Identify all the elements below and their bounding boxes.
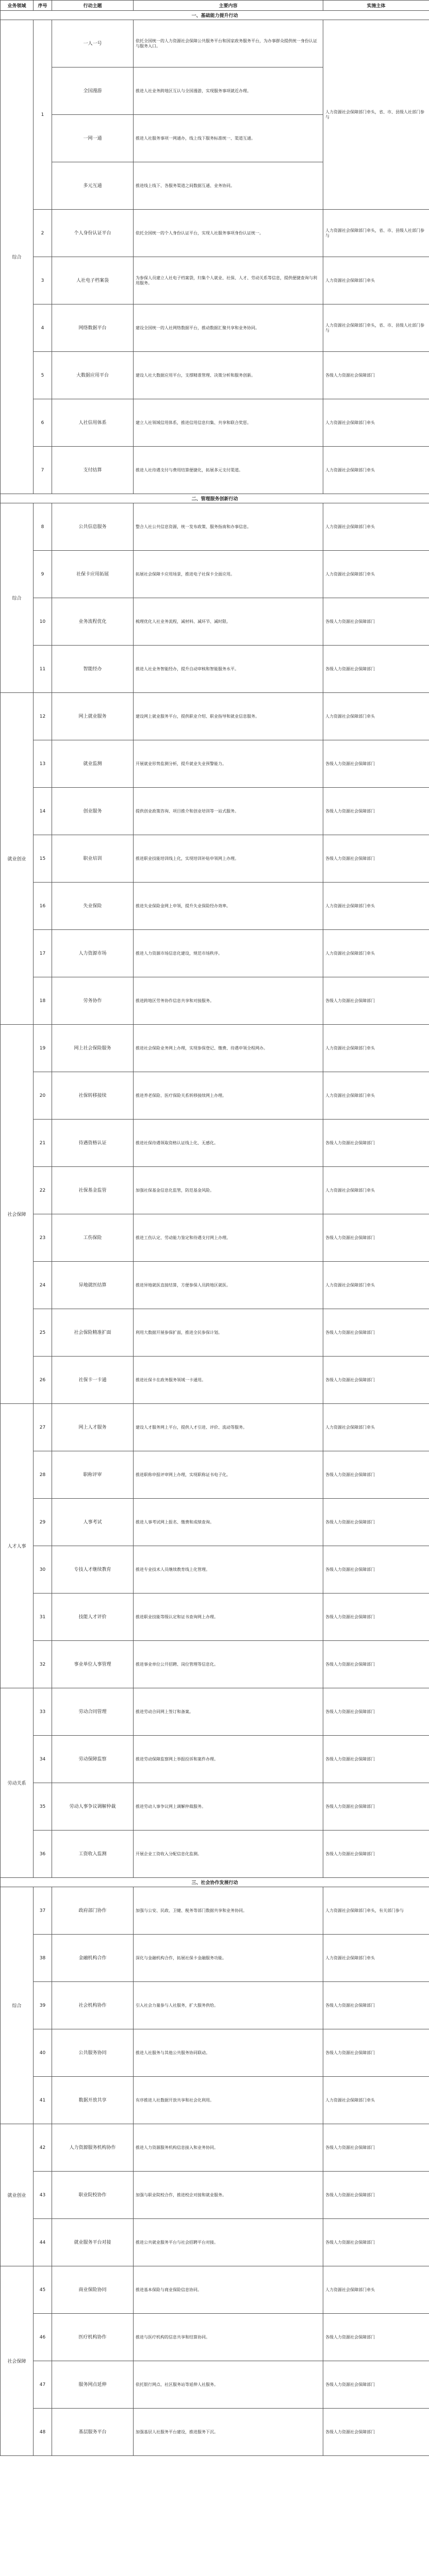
main-content: 利用大数据开展参保扩面，推进全民参保计划。 xyxy=(134,1309,323,1357)
row-number: 47 xyxy=(34,2361,52,2409)
row-number: 39 xyxy=(34,1982,52,2029)
table-row xyxy=(1,598,429,646)
row-number: 16 xyxy=(34,883,52,930)
implementing-entity: 各级人力资源社会保障部门 xyxy=(323,1357,429,1404)
table-row xyxy=(1,551,429,598)
main-content: 推进线上线下、各服务渠道之间数据互通、业务协同。 xyxy=(134,162,323,210)
implementing-entity: 各级人力资源社会保障部门 xyxy=(323,1641,429,1688)
table-row xyxy=(1,1357,429,1404)
action-theme: 就业服务平台对接 xyxy=(52,2219,134,2266)
table-row xyxy=(1,20,429,67)
main-content: 推进失业保险金网上申领，提升失业保险经办效率。 xyxy=(134,883,323,930)
action-theme: 商业保险协同 xyxy=(52,2266,134,2314)
action-theme: 社保转移接续 xyxy=(52,1072,134,1120)
row-number: 20 xyxy=(34,1072,52,1120)
action-theme: 职业院校协作 xyxy=(52,2172,134,2219)
main-content: 有序推进人社数据开放共享和社会化利用。 xyxy=(134,2077,323,2124)
action-theme: 人事考试 xyxy=(52,1499,134,1546)
domain-cell: 社会保障 xyxy=(1,2266,34,2456)
implementing-entity: 各级人力资源社会保障部门 xyxy=(323,977,429,1025)
row-number: 38 xyxy=(34,1935,52,1982)
action-theme: 基层服务平台 xyxy=(52,2409,134,2456)
main-content: 推进社会保险业务网上办理，实现参保登记、缴费、待遇申领全程网办。 xyxy=(134,1025,323,1072)
implementing-entity: 人力资源社会保障部门牵头 xyxy=(323,1072,429,1120)
header-entity: 实施主体 xyxy=(323,1,429,11)
table-row xyxy=(1,304,429,352)
action-theme: 劳动保障监察 xyxy=(52,1736,134,1783)
main-content: 推进劳动合同网上签订和备案。 xyxy=(134,1688,323,1736)
main-content: 加强与职业院校合作，推进校企对接和就业服务。 xyxy=(134,2172,323,2219)
table-row xyxy=(1,1404,429,1451)
main-content: 推进事业单位公开招聘、岗位管理等信息化。 xyxy=(134,1641,323,1688)
domain-cell: 人才人事 xyxy=(1,1404,34,1688)
action-theme: 多元互通 xyxy=(52,162,134,210)
table-row xyxy=(1,1831,429,1878)
table-row xyxy=(1,788,429,835)
table-row xyxy=(1,399,429,447)
table-row xyxy=(1,2266,429,2314)
action-theme: 网上就业服务 xyxy=(52,693,134,740)
main-content: 引入社会力量参与人社服务，扩大服务供给。 xyxy=(134,1982,323,2029)
implementing-entity: 人力资源社会保障部门牵头 xyxy=(323,1262,429,1309)
main-content: 为参保人员建立人社电子档案袋，归集个人就业、社保、人才、劳动关系等信息，提供便捷查询与利用服务。 xyxy=(134,257,323,304)
implementing-entity: 人力资源社会保障部门牵头 xyxy=(323,930,429,977)
row-number: 21 xyxy=(34,1120,52,1167)
row-number: 11 xyxy=(34,646,52,693)
action-theme: 社会保险精准扩面 xyxy=(52,1309,134,1357)
action-theme: 网上人才服务 xyxy=(52,1404,134,1451)
main-content: 开展就业形势监测分析，提升就业失业预警能力。 xyxy=(134,740,323,788)
action-theme: 数据开放共享 xyxy=(52,2077,134,2124)
row-number: 29 xyxy=(34,1499,52,1546)
section-title-row xyxy=(1,1878,429,1887)
action-theme: 网络数据平台 xyxy=(52,304,134,352)
implementing-entity: 各级人力资源社会保障部门 xyxy=(323,2314,429,2361)
implementing-entity: 各级人力资源社会保障部门 xyxy=(323,2219,429,2266)
implementing-entity: 各级人力资源社会保障部门 xyxy=(323,646,429,693)
section-title-row xyxy=(1,11,429,20)
row-number: 32 xyxy=(34,1641,52,1688)
row-number: 36 xyxy=(34,1831,52,1878)
table-row xyxy=(1,1309,429,1357)
row-number: 44 xyxy=(34,2219,52,2266)
main-content: 推进跨地区劳务协作信息共享和对接服务。 xyxy=(134,977,323,1025)
action-theme: 社保基金监管 xyxy=(52,1167,134,1214)
implementing-entity: 人力资源社会保障部门牵头 xyxy=(323,1167,429,1214)
table-row xyxy=(1,1262,429,1309)
table-row xyxy=(1,835,429,883)
main-content: 推进异地就医直接结算，方便参保人员跨地区就医。 xyxy=(134,1262,323,1309)
main-content: 加强社保基金信息化监管，防范基金风险。 xyxy=(134,1167,323,1214)
table-header-row xyxy=(1,1,429,11)
action-theme: 个人身份认证平台 xyxy=(52,210,134,257)
row-number: 25 xyxy=(34,1309,52,1357)
implementing-entity: 人力资源社会保障部门牵头 xyxy=(323,2266,429,2314)
section-title: 二、管理服务创新行动 xyxy=(1,494,429,503)
main-content: 依托全国统一的人力资源社会保障公共服务平台和国家政务服务平台，为办事群众提供统一身份认证与服务入口。 xyxy=(134,20,323,67)
main-content: 推进人事考试网上报名、缴费和成绩查询。 xyxy=(134,1499,323,1546)
implementing-entity: 人力资源社会保障部门牵头 xyxy=(323,551,429,598)
implementing-entity: 各级人力资源社会保障部门 xyxy=(323,1688,429,1736)
main-content: 加强与公安、民政、卫健、税务等部门数据共享和业务协同。 xyxy=(134,1887,323,1935)
implementing-entity: 各级人力资源社会保障部门 xyxy=(323,1546,429,1594)
row-number: 2 xyxy=(34,210,52,257)
main-content: 推进人社服务与其他公共服务协同联动。 xyxy=(134,2029,323,2077)
header-action: 行动主题 xyxy=(52,1,134,11)
action-theme: 职称评审 xyxy=(52,1451,134,1499)
domain-cell: 就业创业 xyxy=(1,693,34,1025)
table-row xyxy=(1,447,429,494)
implementing-entity: 人力资源社会保障部门牵头，省、市、县级人社部门参与 xyxy=(323,304,429,352)
table-row xyxy=(1,503,429,551)
implementing-entity: 人力资源社会保障部门牵头 xyxy=(323,399,429,447)
implementing-entity: 人力资源社会保障部门牵头 xyxy=(323,1935,429,1982)
row-number: 31 xyxy=(34,1594,52,1641)
main-content: 推进人力资源服务机构信息接入和业务协同。 xyxy=(134,2124,323,2172)
table-row xyxy=(1,2029,429,2077)
row-number: 18 xyxy=(34,977,52,1025)
table-row xyxy=(1,1120,429,1167)
header-domain: 业务领域 xyxy=(1,1,34,11)
row-number: 17 xyxy=(34,930,52,977)
main-content: 开展企业工资收入分配信息化监测。 xyxy=(134,1831,323,1878)
row-number: 15 xyxy=(34,835,52,883)
row-number: 8 xyxy=(34,503,52,551)
main-content: 推进人社业务智能经办，提升自动审核和智能服务水平。 xyxy=(134,646,323,693)
row-number: 35 xyxy=(34,1783,52,1831)
row-number: 33 xyxy=(34,1688,52,1736)
main-content: 推进工伤认定、劳动能力鉴定和待遇支付网上办理。 xyxy=(134,1214,323,1262)
main-content: 依托银行网点、社区服务站等延伸人社服务。 xyxy=(134,2361,323,2409)
row-number: 27 xyxy=(34,1404,52,1451)
domain-cell: 社会保障 xyxy=(1,1025,34,1404)
implementing-entity: 各级人力资源社会保障部门 xyxy=(323,1594,429,1641)
row-number: 23 xyxy=(34,1214,52,1262)
row-number: 24 xyxy=(34,1262,52,1309)
implementing-entity: 各级人力资源社会保障部门 xyxy=(323,740,429,788)
row-number: 14 xyxy=(34,788,52,835)
implementing-entity: 人力资源社会保障部门牵头 xyxy=(323,693,429,740)
action-theme: 事业单位人事管理 xyxy=(52,1641,134,1688)
implementing-entity: 各级人力资源社会保障部门 xyxy=(323,2409,429,2456)
action-theme: 专技人才继续教育 xyxy=(52,1546,134,1594)
action-theme: 劳务协作 xyxy=(52,977,134,1025)
table-row xyxy=(1,1982,429,2029)
action-theme: 金融机构合作 xyxy=(52,1935,134,1982)
implementing-entity: 人力资源社会保障部门牵头 xyxy=(323,1404,429,1451)
row-number: 13 xyxy=(34,740,52,788)
row-number: 4 xyxy=(34,304,52,352)
action-theme: 服务网点延伸 xyxy=(52,2361,134,2409)
action-theme: 网上社会保险服务 xyxy=(52,1025,134,1072)
row-number: 22 xyxy=(34,1167,52,1214)
table-row xyxy=(1,646,429,693)
main-content: 建设人社大数据应用平台，支撑精准管理、决策分析和服务创新。 xyxy=(134,352,323,399)
action-theme: 政府部门协作 xyxy=(52,1887,134,1935)
main-content: 拓展社会保障卡应用场景，推进电子社保卡全面应用。 xyxy=(134,551,323,598)
action-theme: 人社信用体系 xyxy=(52,399,134,447)
implementing-entity: 各级人力资源社会保障部门 xyxy=(323,2172,429,2219)
table-row xyxy=(1,1451,429,1499)
action-theme: 职业培训 xyxy=(52,835,134,883)
implementing-entity: 各级人力资源社会保障部门 xyxy=(323,2361,429,2409)
action-theme: 社保卡应用拓展 xyxy=(52,551,134,598)
implementing-entity: 人力资源社会保障部门牵头，省、市、县级人社部门参与 xyxy=(323,20,429,210)
action-theme: 劳动人事争议调解仲裁 xyxy=(52,1783,134,1831)
implementing-entity: 人力资源社会保障部门牵头 xyxy=(323,503,429,551)
implementing-entity: 人力资源社会保障部门牵头 xyxy=(323,257,429,304)
implementing-entity: 人力资源社会保障部门牵头 xyxy=(323,1025,429,1072)
table-row xyxy=(1,883,429,930)
main-content: 推进人社业务跨地区互认与全国漫游，实现服务事项就近办理。 xyxy=(134,67,323,115)
row-number: 9 xyxy=(34,551,52,598)
table-row xyxy=(1,693,429,740)
section-title: 三、社会协作发展行动 xyxy=(1,1878,429,1887)
domain-cell: 综合 xyxy=(1,1887,34,2124)
action-theme: 一网一通 xyxy=(52,115,134,162)
main-content: 推进养老保险、医疗保险关系转移接续网上办理。 xyxy=(134,1072,323,1120)
implementing-entity: 各级人力资源社会保障部门 xyxy=(323,788,429,835)
action-theme: 一人一号 xyxy=(52,20,134,67)
domain-cell: 劳动关系 xyxy=(1,1688,34,1878)
main-content: 推进劳动人事争议网上调解仲裁服务。 xyxy=(134,1783,323,1831)
domain-cell: 就业创业 xyxy=(1,2124,34,2266)
action-theme: 创业服务 xyxy=(52,788,134,835)
main-content: 推进职业技能等级认定和证书查询网上办理。 xyxy=(134,1594,323,1641)
implementing-entity: 人力资源社会保障部门牵头 xyxy=(323,883,429,930)
action-theme: 支付结算 xyxy=(52,447,134,494)
implementing-entity: 各级人力资源社会保障部门 xyxy=(323,1120,429,1167)
main-content: 推进社保待遇领取资格认证线上化、无感化。 xyxy=(134,1120,323,1167)
table-row xyxy=(1,1025,429,1072)
action-theme: 技能人才评价 xyxy=(52,1594,134,1641)
row-number: 10 xyxy=(34,598,52,646)
main-content: 推进人社待遇支付与费用结算便捷化，拓展多元支付渠道。 xyxy=(134,447,323,494)
table-row xyxy=(1,1935,429,1982)
row-number: 37 xyxy=(34,1887,52,1935)
implementing-entity: 各级人力资源社会保障部门 xyxy=(323,1309,429,1357)
main-content: 整合人社公共信息资源，统一发布政策、服务指南和办事信息。 xyxy=(134,503,323,551)
implementing-entity: 各级人力资源社会保障部门 xyxy=(323,2124,429,2172)
row-number: 1 xyxy=(34,20,52,210)
table-row xyxy=(1,2077,429,2124)
row-number: 7 xyxy=(34,447,52,494)
main-content: 深化与金融机构合作，拓展社保卡金融服务功能。 xyxy=(134,1935,323,1982)
row-number: 5 xyxy=(34,352,52,399)
main-content: 推进人社服务事项一网通办，线上线下服务标准统一、渠道互通。 xyxy=(134,115,323,162)
action-theme: 智能经办 xyxy=(52,646,134,693)
action-theme: 工伤保险 xyxy=(52,1214,134,1262)
implementing-entity: 人力资源社会保障部门牵头 xyxy=(323,2077,429,2124)
main-content: 建设全国统一的人社网络数据平台，推动数据汇聚共享和业务协同。 xyxy=(134,304,323,352)
implementing-entity: 各级人力资源社会保障部门 xyxy=(323,1736,429,1783)
table-row xyxy=(1,1887,429,1935)
table-row xyxy=(1,2361,429,2409)
header-no: 序号 xyxy=(34,1,52,11)
action-theme: 工资收入监测 xyxy=(52,1831,134,1878)
row-number: 28 xyxy=(34,1451,52,1499)
action-theme: 人社电子档案袋 xyxy=(52,257,134,304)
implementing-entity: 人力资源社会保障部门牵头，有关部门参与 xyxy=(323,1887,429,1935)
main-content: 建设人才服务网上平台，提供人才引进、评价、流动等服务。 xyxy=(134,1404,323,1451)
table-row xyxy=(1,977,429,1025)
main-content: 梳理优化人社业务流程，减材料、减环节、减时限。 xyxy=(134,598,323,646)
action-theme: 待遇资格认证 xyxy=(52,1120,134,1167)
action-theme: 业务流程优化 xyxy=(52,598,134,646)
row-number: 3 xyxy=(34,257,52,304)
main-content: 建设网上就业服务平台，提供职业介绍、职业指导和就业信息服务。 xyxy=(134,693,323,740)
row-number: 40 xyxy=(34,2029,52,2077)
main-content: 推进与医疗机构的信息共享和结算协同。 xyxy=(134,2314,323,2361)
row-number: 26 xyxy=(34,1357,52,1404)
main-content: 加强基层人社服务平台建设，推进服务下沉。 xyxy=(134,2409,323,2456)
table-row xyxy=(1,2172,429,2219)
action-theme: 就业监测 xyxy=(52,740,134,788)
domain-cell: 综合 xyxy=(1,503,34,693)
implementing-entity: 各级人力资源社会保障部门 xyxy=(323,1214,429,1262)
table-row xyxy=(1,1167,429,1214)
table-row xyxy=(1,2219,429,2266)
action-theme: 公共服务协同 xyxy=(52,2029,134,2077)
action-theme: 医疗机构协作 xyxy=(52,2314,134,2361)
main-content: 推进职业技能培训线上化，实现培训补贴申领网上办理。 xyxy=(134,835,323,883)
implementing-entity: 各级人力资源社会保障部门 xyxy=(323,352,429,399)
main-content: 提供创业政策咨询、项目推介和创业培训等一站式服务。 xyxy=(134,788,323,835)
action-theme: 社保卡一卡通 xyxy=(52,1357,134,1404)
row-number: 43 xyxy=(34,2172,52,2219)
main-content: 推进职称申报评审网上办理，实现职称证书电子化。 xyxy=(134,1451,323,1499)
main-content: 推进专业技术人员继续教育线上化管理。 xyxy=(134,1546,323,1594)
table-row xyxy=(1,1072,429,1120)
main-content: 推进基本保险与商业保险信息协同。 xyxy=(134,2266,323,2314)
table-row xyxy=(1,1641,429,1688)
table-row xyxy=(1,1783,429,1831)
table-row xyxy=(1,930,429,977)
main-content: 推进公共就业服务平台与社会招聘平台对接。 xyxy=(134,2219,323,2266)
row-number: 6 xyxy=(34,399,52,447)
implementing-entity: 各级人力资源社会保障部门 xyxy=(323,835,429,883)
implementing-entity: 各级人力资源社会保障部门 xyxy=(323,1783,429,1831)
row-number: 19 xyxy=(34,1025,52,1072)
action-theme: 社会机构协作 xyxy=(52,1982,134,2029)
implementing-entity: 各级人力资源社会保障部门 xyxy=(323,1499,429,1546)
main-content: 推进人力资源市场信息化建设，规范市场秩序。 xyxy=(134,930,323,977)
action-theme: 劳动合同管理 xyxy=(52,1688,134,1736)
main-content: 依托全国统一的个人身份认证平台，实现人社服务事项身份认证统一。 xyxy=(134,210,323,257)
table-row xyxy=(1,1594,429,1641)
row-number: 45 xyxy=(34,2266,52,2314)
action-theme: 全国漫游 xyxy=(52,67,134,115)
row-number: 46 xyxy=(34,2314,52,2361)
table-row xyxy=(1,1546,429,1594)
row-number: 48 xyxy=(34,2409,52,2456)
header-content: 主要内容 xyxy=(134,1,323,11)
table-row xyxy=(1,257,429,304)
table-row xyxy=(1,740,429,788)
action-theme: 人力资源市场 xyxy=(52,930,134,977)
row-number: 12 xyxy=(34,693,52,740)
row-number: 34 xyxy=(34,1736,52,1783)
implementing-entity: 人力资源社会保障部门牵头，省、市、县级人社部门参与 xyxy=(323,210,429,257)
action-theme: 大数据应用平台 xyxy=(52,352,134,399)
table-row xyxy=(1,352,429,399)
table-row xyxy=(1,1214,429,1262)
implementing-entity: 各级人力资源社会保障部门 xyxy=(323,1451,429,1499)
action-theme: 异地就医结算 xyxy=(52,1262,134,1309)
implementing-entity: 各级人力资源社会保障部门 xyxy=(323,1982,429,2029)
row-number: 42 xyxy=(34,2124,52,2172)
main-content: 建立人社领域信用体系，推进信用信息归集、共享和联合奖惩。 xyxy=(134,399,323,447)
section-title: 一、基础能力提升行动 xyxy=(1,11,429,20)
table-row xyxy=(1,2409,429,2456)
action-theme: 公共信息服务 xyxy=(52,503,134,551)
table-row xyxy=(1,1736,429,1783)
table-row xyxy=(1,1499,429,1546)
row-number: 30 xyxy=(34,1546,52,1594)
table-row xyxy=(1,210,429,257)
table-body xyxy=(1,11,429,2456)
implementing-entity: 各级人力资源社会保障部门 xyxy=(323,2029,429,2077)
implementing-entity: 各级人力资源社会保障部门 xyxy=(323,1831,429,1878)
domain-cell: 综合 xyxy=(1,20,34,494)
action-theme: 失业保险 xyxy=(52,883,134,930)
table-row xyxy=(1,2314,429,2361)
action-theme: 人力资源服务机构协作 xyxy=(52,2124,134,2172)
implementing-entity: 人力资源社会保障部门牵头 xyxy=(323,447,429,494)
section-title-row xyxy=(1,494,429,503)
main-content: 推进劳动保障监察网上举报投诉和案件办理。 xyxy=(134,1736,323,1783)
row-number: 41 xyxy=(34,2077,52,2124)
implementing-entity: 各级人力资源社会保障部门 xyxy=(323,598,429,646)
main-content: 推进社保卡在政务服务领域一卡通用。 xyxy=(134,1357,323,1404)
table-row xyxy=(1,2124,429,2172)
table-row xyxy=(1,1688,429,1736)
